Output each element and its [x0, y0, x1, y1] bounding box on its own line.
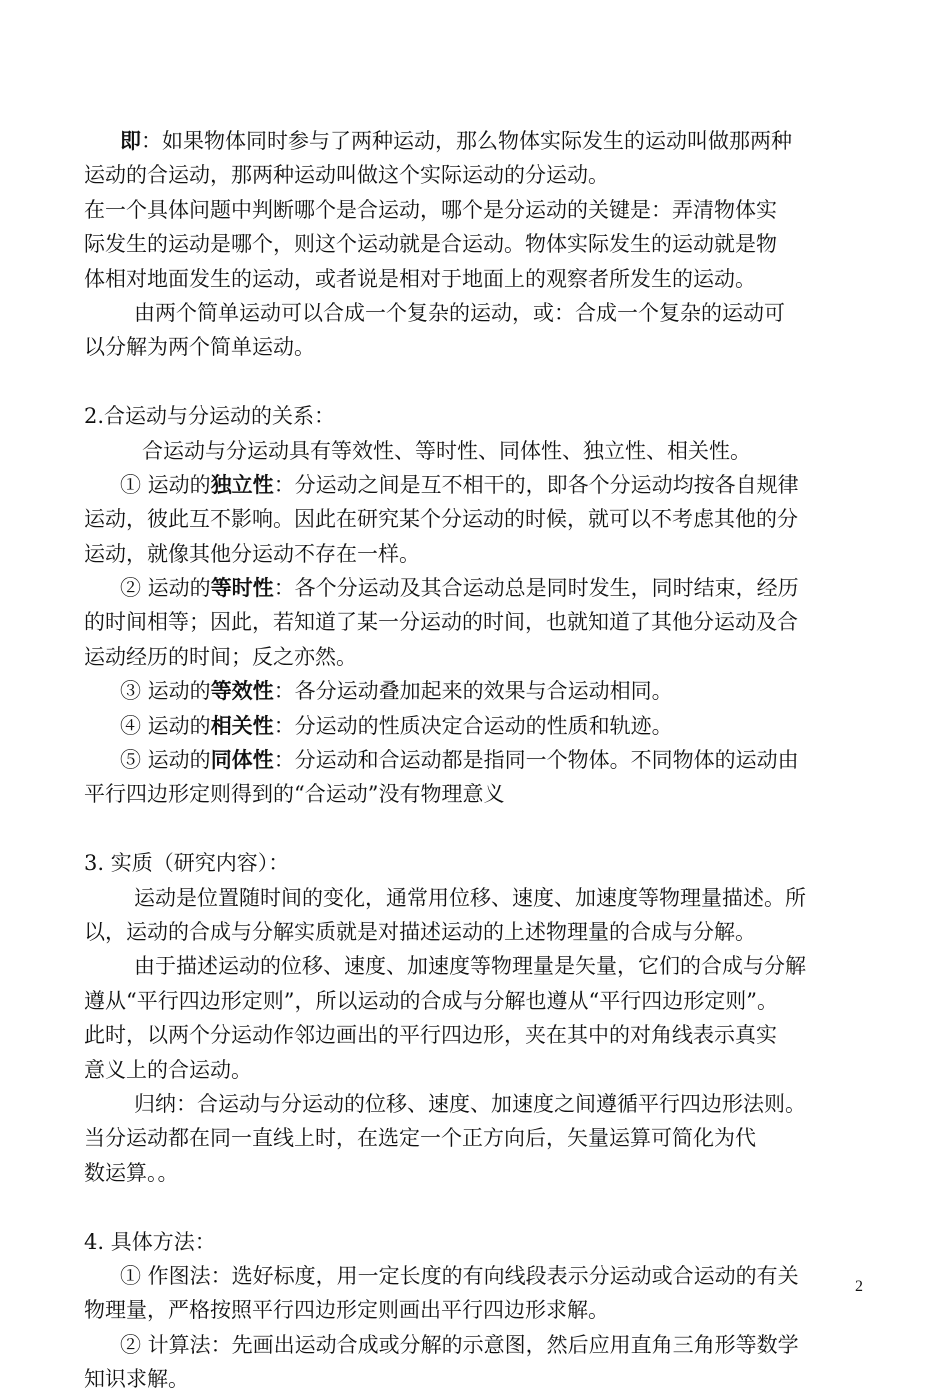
property-item-same-body: [84, 743, 869, 777]
section-2-summary: 合运动与分运动具有等效性、等时性、同体性、独立性、相关性。: [142, 438, 751, 463]
item-prefix: ③ 运动的: [120, 679, 211, 704]
section-3-line-5: 此时，以两个分运动作邻边画出的平行四边形，夹在其中的对角线表示真实: [84, 1023, 777, 1048]
section-3-line-2: 以，运动的合成与分解实质就是对描述运动的上述物理量的合成与分解。: [84, 919, 756, 944]
property-item-simultaneity-cont: 运动经历的时间；反之亦然。: [84, 644, 357, 669]
section-4-line-4: 知识求解。: [84, 1367, 189, 1392]
section-4-line-3: ② 计算法：先画出运动合成或分解的示意图，然后应用直角三角形等数学: [120, 1332, 799, 1357]
section-4-heading: 4. 具体方法：: [84, 1229, 216, 1254]
section-4-line-2: 物理量，严格按照平行四边形定则画出平行四边形求解。: [84, 1298, 609, 1323]
intro-line-3: 在一个具体问题中判断哪个是合运动，哪个是分运动的关键是：弄清物体实: [84, 197, 777, 222]
item-text: ：分运动之间是互不相干的，即各个分运动均按各自规律: [273, 472, 799, 497]
intro-line-5: 体相对地面发生的运动，或者说是相对于地面上的观察者所发生的运动。: [84, 266, 756, 291]
property-item-correlation: [84, 709, 869, 743]
intro-line-6: 由两个简单运动可以合成一个复杂的运动，或：合成一个复杂的运动可: [134, 300, 785, 325]
document-page: [84, 124, 869, 1396]
section-3-line-1: 运动是位置随时间的变化，通常用位移、速度、加速度等物理量描述。所: [134, 885, 806, 910]
section-3-heading: 3. 实质（研究内容）：: [84, 851, 290, 876]
item-prefix: ① 运动的: [120, 472, 211, 497]
page-number: 2: [855, 1278, 863, 1295]
property-item-simultaneity-cont: 的时间相等；因此，若知道了某一分运动的时间，也就知道了其他分运动及合: [84, 610, 798, 635]
property-item-independence-cont: 运动，彼此互不影响。因此在研究某个分运动的时候，就可以不考虑其他的分: [84, 507, 798, 532]
section-3-line-9: 数运算。。: [84, 1160, 179, 1185]
bold-term-ji: 即: [120, 128, 141, 153]
item-prefix: ② 运动的: [120, 576, 211, 601]
bold-term: 独立性: [210, 471, 274, 497]
intro-line-1: [84, 124, 869, 158]
bold-term: 同体性: [210, 747, 274, 773]
item-prefix: ⑤ 运动的: [120, 748, 211, 773]
intro-line-2: 运动的合运动，那两种运动叫做这个实际运动的分运动。: [84, 163, 609, 188]
section-3-line-4: 遵从“平行四边形定则”，所以运动的合成与分解也遵从“平行四边形定则”。: [84, 988, 778, 1013]
property-item-simultaneity: [84, 571, 869, 605]
property-item-equivalence: [84, 674, 869, 708]
section-2-heading: 2.合运动与分运动的关系：: [84, 404, 336, 429]
section-3-line-6: 意义上的合运动。: [84, 1057, 252, 1082]
section-3-line-7: 归纳：合运动与分运动的位移、速度、加速度之间遵循平行四边形法则。: [134, 1091, 806, 1116]
bold-term: 等时性: [210, 575, 274, 601]
item-prefix: ④ 运动的: [120, 713, 211, 738]
section-3-line-3: 由于描述运动的位移、速度、加速度等物理量是矢量，它们的合成与分解: [134, 954, 806, 979]
intro-line-4: 际发生的运动是哪个，则这个运动就是合运动。物体实际发生的运动就是物: [84, 232, 777, 257]
property-item-independence-cont: 运动，就像其他分运动不存在一样。: [84, 541, 420, 566]
property-item-independence: [84, 468, 869, 502]
item-text: ：分运动的性质决定合运动的性质和轨迹。: [273, 713, 673, 738]
property-item-same-body-cont: 平行四边形定则得到的“合运动”没有物理意义: [84, 782, 505, 807]
bold-term: 相关性: [210, 712, 274, 738]
bold-term: 等效性: [210, 678, 274, 704]
section-4-line-1: ① 作图法：选好标度，用一定长度的有向线段表示分运动或合运动的有关: [120, 1263, 799, 1288]
intro-line-7: 以分解为两个简单运动。: [84, 335, 315, 360]
intro-text: ：如果物体同时参与了两种运动，那么物体实际发生的运动叫做那两种: [141, 129, 792, 153]
spacer: [84, 812, 869, 846]
item-text: ：各分运动叠加起来的效果与合运动相同。: [273, 679, 673, 704]
item-text: ：分运动和合运动都是指同一个物体。不同物体的运动由: [273, 748, 799, 773]
item-text: ：各个分运动及其合运动总是同时发生，同时结束，经历: [273, 576, 799, 601]
spacer: [84, 1190, 869, 1224]
section-3-line-8: 当分运动都在同一直线上时，在选定一个正方向后，矢量运算可简化为代: [84, 1126, 756, 1151]
spacer: [84, 365, 869, 399]
